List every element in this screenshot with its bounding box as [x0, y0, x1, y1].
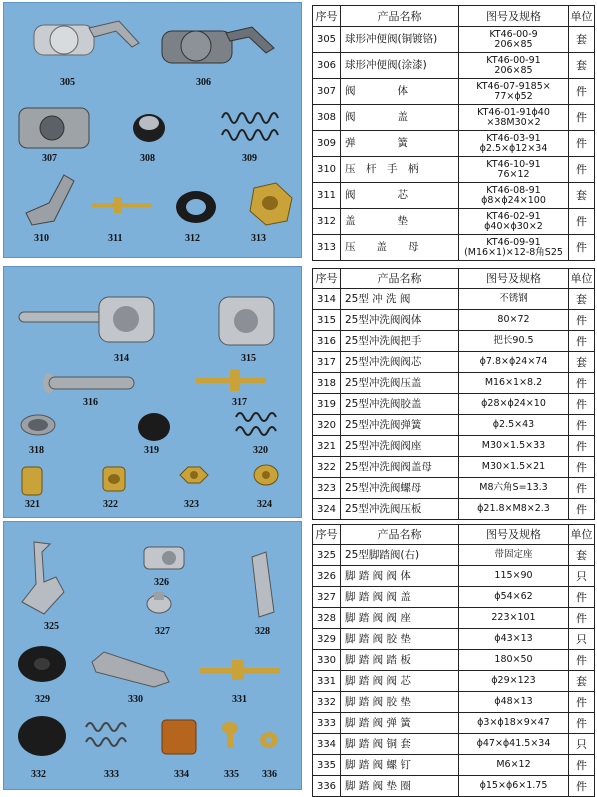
cell-spec: [459, 629, 569, 650]
cell-spec: [459, 209, 569, 235]
rubber-cap-319-image: [138, 413, 170, 441]
cell-index: 335: [313, 755, 341, 776]
header-unit: 单位: [569, 269, 595, 289]
parts-illustration-2: [4, 267, 301, 517]
parts-photo-3: [3, 521, 302, 790]
cell-name: 25型冲洗阀压盖: [341, 373, 459, 394]
spec-line-1: M30×1.5×33: [481, 440, 546, 451]
cell-name: 球形冲便阀(涂漆): [341, 53, 459, 79]
table-row: [313, 157, 595, 183]
cell-name: 25型脚踏阀(右): [341, 545, 459, 566]
cell-index: 319: [313, 394, 341, 415]
table-row: [313, 545, 595, 566]
spring-333-image: [86, 723, 126, 746]
spec-line-1: 115×90: [494, 570, 533, 581]
header-name: 产品名称: [341, 525, 459, 545]
cell-unit: 套: [569, 289, 595, 310]
cell-spec: [459, 79, 569, 105]
cell-name: 25型 冲 洗 阀: [341, 289, 459, 310]
table-row: [313, 352, 595, 373]
table-row: [313, 755, 595, 776]
part-number-label: 328: [255, 626, 270, 637]
cell-spec: [459, 27, 569, 53]
spec-line-1: 80×72: [497, 314, 530, 325]
table-row: [313, 27, 595, 53]
part-number-label: 305: [60, 77, 75, 88]
cell-name: 25型冲洗阀压板: [341, 499, 459, 520]
spec-line-1: 180×50: [494, 654, 533, 665]
flush-valve-314-image: [19, 297, 154, 342]
cell-index: 322: [313, 457, 341, 478]
spec-line-1: KT46-00-91: [486, 54, 541, 66]
cell-spec: [459, 734, 569, 755]
cell-index: 318: [313, 373, 341, 394]
cell-spec: [459, 545, 569, 566]
spring-309-image: [222, 113, 278, 140]
cell-spec: [459, 650, 569, 671]
catalog-section-3: [0, 520, 597, 793]
copper-sleeve-334-image: [162, 720, 196, 754]
cell-unit: 件: [569, 157, 595, 183]
spec-line-1: ϕ7.8×ϕ24×74: [479, 356, 548, 367]
cell-unit: 件: [569, 331, 595, 352]
table-row: [313, 183, 595, 209]
spec-line-1: KT46-00-9: [489, 28, 538, 40]
cell-spec: [459, 415, 569, 436]
table-row: [313, 671, 595, 692]
part-number-label: 333: [104, 769, 119, 780]
spec-line-1: M8六角S=13.3: [479, 482, 548, 493]
spec-line-2: ϕ2.5×ϕ12×34: [479, 142, 548, 154]
cell-name: 盖 垫: [341, 209, 459, 235]
press-plate-324-image: [254, 465, 278, 485]
spec-line-1: KT46-03-91: [486, 132, 541, 144]
cell-unit: 套: [569, 545, 595, 566]
part-number-label: 335: [224, 769, 239, 780]
cell-spec: [459, 436, 569, 457]
cell-unit: 只: [569, 734, 595, 755]
spec-line-2: ×38M30×2: [486, 116, 541, 128]
part-number-label: 334: [174, 769, 189, 780]
cell-spec: [459, 499, 569, 520]
cell-name: 脚 踏 阀 螺 钉: [341, 755, 459, 776]
catalog-section-2: [0, 262, 597, 520]
cell-spec: [459, 131, 569, 157]
cell-spec: [459, 457, 569, 478]
cap-nut-313-image: [250, 183, 292, 225]
cell-unit: 套: [569, 671, 595, 692]
cell-unit: 件: [569, 713, 595, 734]
cell-spec: [459, 713, 569, 734]
part-number-label: 327: [155, 626, 170, 637]
spec-line-1: ϕ3×ϕ18×9×47: [477, 717, 550, 728]
cell-unit: 件: [569, 650, 595, 671]
cell-index: 336: [313, 776, 341, 797]
cell-index: 311: [313, 183, 341, 209]
parts-table-1: [312, 5, 595, 261]
cell-name: 25型冲洗阀阀芯: [341, 352, 459, 373]
header-spec: 图号及规格: [459, 525, 569, 545]
cell-index: 309: [313, 131, 341, 157]
cell-name: 25型冲洗阀阀体: [341, 310, 459, 331]
header-unit: 单位: [569, 6, 595, 27]
spring-320-image: [236, 413, 276, 435]
spec-line-1: ϕ29×123: [491, 675, 536, 686]
handle-316-image: [43, 373, 134, 393]
cell-spec: [459, 692, 569, 713]
part-number-label: 316: [83, 397, 98, 408]
cell-spec: [459, 608, 569, 629]
spec-line-2: ϕ40×ϕ30×2: [484, 220, 543, 232]
table-row: [313, 53, 595, 79]
part-number-label: 325: [44, 621, 59, 632]
cell-spec: [459, 235, 569, 261]
valve-body-326-image: [144, 547, 184, 569]
table-row: [313, 692, 595, 713]
spec-line-1: ϕ48×13: [494, 696, 533, 707]
table-row: [313, 331, 595, 352]
header-unit: 单位: [569, 525, 595, 545]
cell-name: 脚 踏 阀 踏 板: [341, 650, 459, 671]
cell-unit: 件: [569, 755, 595, 776]
cell-index: 307: [313, 79, 341, 105]
cell-spec: [459, 331, 569, 352]
part-number-label: 308: [140, 153, 155, 164]
part-number-label: 323: [184, 499, 199, 510]
header-index: 序号: [313, 6, 341, 27]
cell-unit: 件: [569, 587, 595, 608]
cell-unit: 件: [569, 499, 595, 520]
cell-name: 脚 踏 阀 弹 簧: [341, 713, 459, 734]
header-name: 产品名称: [341, 6, 459, 27]
spec-line-1: KT46-07-9185×: [476, 80, 551, 92]
part-number-label: 332: [31, 769, 46, 780]
cell-index: 334: [313, 734, 341, 755]
cell-unit: 件: [569, 436, 595, 457]
valve-core-311-image: [92, 197, 152, 213]
cell-name: 阀 盖: [341, 105, 459, 131]
part-number-label: 322: [103, 499, 118, 510]
part-number-label: 312: [185, 233, 200, 244]
header-index: 序号: [313, 269, 341, 289]
cell-unit: 只: [569, 566, 595, 587]
foot-valve-325-image: [22, 542, 64, 614]
cell-name: 脚 踏 阀 阀 芯: [341, 671, 459, 692]
table-row: [313, 587, 595, 608]
part-number-label: 307: [42, 153, 57, 164]
valve-seat-321-image: [22, 467, 42, 495]
cell-name: 弹 簧: [341, 131, 459, 157]
cell-name: 压 杆 手 柄: [341, 157, 459, 183]
cell-name: 25型冲洗阀阀座: [341, 436, 459, 457]
table-row: [313, 436, 595, 457]
cell-unit: 件: [569, 692, 595, 713]
cell-spec: [459, 478, 569, 499]
cell-unit: 件: [569, 105, 595, 131]
parts-illustration-1: [4, 3, 301, 257]
cell-spec: [459, 53, 569, 79]
cell-name: 25型冲洗阀胶盖: [341, 394, 459, 415]
cell-index: 313: [313, 235, 341, 261]
spec-line-1: ϕ15×ϕ6×1.75: [479, 780, 548, 791]
cell-unit: 件: [569, 776, 595, 797]
table-row: [313, 310, 595, 331]
spec-line-1: ϕ2.5×43: [492, 419, 535, 430]
spec-line-2: 77×ϕ52: [494, 90, 533, 102]
screw-335-image: [222, 722, 238, 748]
cell-name: 脚 踏 阀 垫 圈: [341, 776, 459, 797]
table-row: [313, 499, 595, 520]
spec-line-1: ϕ47×ϕ41.5×34: [476, 738, 551, 749]
cell-index: 327: [313, 587, 341, 608]
part-number-label: 330: [128, 694, 143, 705]
part-number-label: 329: [35, 694, 50, 705]
cell-name: 25型冲洗阀阀盖母: [341, 457, 459, 478]
cell-index: 310: [313, 157, 341, 183]
parts-photo-1: [3, 2, 302, 258]
rubber-pad-332-image: [18, 716, 66, 756]
cell-spec: [459, 755, 569, 776]
header-name: 产品名称: [341, 269, 459, 289]
cell-unit: 件: [569, 131, 595, 157]
spec-line-2: (M16×1)×12-8角S25: [464, 246, 563, 258]
cell-spec: [459, 776, 569, 797]
cell-name: 脚 踏 阀 阀 座: [341, 608, 459, 629]
valve-core-331-image: [200, 660, 280, 680]
table-row: [313, 650, 595, 671]
table-row: [313, 415, 595, 436]
table-row: [313, 289, 595, 310]
table-header-row: [313, 525, 595, 545]
cell-index: 331: [313, 671, 341, 692]
cell-index: 325: [313, 545, 341, 566]
spec-line-1: KT46-01-91ϕ40: [477, 106, 550, 118]
cell-index: 330: [313, 650, 341, 671]
pedal-330-image: [92, 652, 169, 687]
part-number-label: 310: [34, 233, 49, 244]
cell-spec: [459, 373, 569, 394]
table-row: [313, 776, 595, 797]
spec-line-1: 223×101: [491, 612, 536, 623]
cell-spec: [459, 394, 569, 415]
part-number-label: 306: [196, 77, 211, 88]
spec-line-2: 76×12: [497, 168, 530, 180]
spec-line-1: M16×1×8.2: [484, 377, 543, 388]
cell-index: 305: [313, 27, 341, 53]
cell-index: 306: [313, 53, 341, 79]
cell-unit: 件: [569, 415, 595, 436]
gasket-312-image: [176, 191, 216, 223]
cell-name: 脚 踏 阀 阀 盖: [341, 587, 459, 608]
cap-nut-322-image: [103, 467, 125, 491]
spec-line-1: ϕ28×ϕ24×10: [481, 398, 546, 409]
table-row: [313, 713, 595, 734]
part-number-label: 311: [108, 233, 123, 244]
cell-index: 316: [313, 331, 341, 352]
catalog-section-1: [0, 0, 597, 262]
cell-unit: 件: [569, 235, 595, 261]
spec-line-1: KT46-09-91: [486, 236, 541, 248]
spec-line-1: ϕ54×62: [494, 591, 533, 602]
rubber-pad-329-image: [18, 646, 66, 682]
cell-name: 25型冲洗阀螺母: [341, 478, 459, 499]
valve-seat-328-image: [252, 552, 274, 617]
table-row: [313, 478, 595, 499]
table-header-row: [313, 269, 595, 289]
cell-spec: [459, 352, 569, 373]
cell-name: 压 盖 母: [341, 235, 459, 261]
spec-line-1: KT46-02-91: [486, 210, 541, 222]
cell-index: 329: [313, 629, 341, 650]
part-number-label: 321: [25, 499, 40, 510]
cell-index: 308: [313, 105, 341, 131]
table-row: [313, 608, 595, 629]
cell-index: 321: [313, 436, 341, 457]
cell-unit: 件: [569, 457, 595, 478]
part-number-label: 309: [242, 153, 257, 164]
parts-table-3: [312, 524, 595, 797]
cell-name: 脚 踏 阀 阀 体: [341, 566, 459, 587]
part-number-label: 313: [251, 233, 266, 244]
cell-name: 阀 体: [341, 79, 459, 105]
cell-name: 脚 踏 阀 铜 套: [341, 734, 459, 755]
valve-306-image: [162, 27, 274, 63]
lever-handle-310-image: [26, 175, 74, 225]
spec-line-1: ϕ21.8×M8×2.3: [477, 503, 550, 514]
table-row: [313, 734, 595, 755]
part-number-label: 314: [114, 353, 129, 364]
spec-line-1: M6×12: [496, 759, 531, 770]
cell-unit: 件: [569, 209, 595, 235]
cell-spec: [459, 289, 569, 310]
spec-line-1: KT46-08-91: [486, 184, 541, 196]
valve-cap-308-image: [133, 114, 165, 142]
table-row: [313, 209, 595, 235]
cell-spec: [459, 183, 569, 209]
valve-305-image: [34, 21, 139, 55]
spec-line-2: 206×85: [494, 38, 533, 50]
cell-index: 320: [313, 415, 341, 436]
spec-line-1: M30×1.5×21: [481, 461, 546, 472]
cell-name: 球形冲便阀(铜镀铬): [341, 27, 459, 53]
cell-index: 326: [313, 566, 341, 587]
cell-index: 333: [313, 713, 341, 734]
gland-318-image: [21, 415, 55, 435]
spec-line-2: ϕ8×ϕ24×100: [481, 194, 546, 206]
cell-unit: 件: [569, 310, 595, 331]
part-number-label: 317: [232, 397, 247, 408]
parts-illustration-3: [4, 522, 301, 789]
part-number-label: 318: [29, 445, 44, 456]
table-row: [313, 79, 595, 105]
cell-unit: 件: [569, 394, 595, 415]
valve-body-315-image: [219, 297, 274, 345]
part-number-label: 320: [253, 445, 268, 456]
nut-323-image: [180, 467, 208, 483]
cell-index: 315: [313, 310, 341, 331]
part-number-label: 331: [232, 694, 247, 705]
cell-unit: 套: [569, 27, 595, 53]
cell-unit: 件: [569, 373, 595, 394]
header-spec: 图号及规格: [459, 6, 569, 27]
table-row: [313, 566, 595, 587]
part-number-label: 326: [154, 577, 169, 588]
cell-name: 脚 踏 阀 胶 垫: [341, 629, 459, 650]
part-number-label: 319: [144, 445, 159, 456]
parts-photo-2: [3, 266, 302, 518]
spec-line-1: KT46-10-91: [486, 158, 541, 170]
cell-spec: [459, 587, 569, 608]
spec-line-1: 把长90.5: [493, 335, 534, 346]
cell-name: 25型冲洗阀把手: [341, 331, 459, 352]
spec-line-2: 206×85: [494, 64, 533, 76]
table-row: [313, 629, 595, 650]
table-header-row: [313, 6, 595, 27]
cell-spec: [459, 566, 569, 587]
cell-name: 阀 芯: [341, 183, 459, 209]
washer-336-image: [260, 732, 278, 748]
part-number-label: 315: [241, 353, 256, 364]
spec-line-1: 不锈钢: [499, 293, 528, 304]
spec-line-1: ϕ43×13: [494, 633, 533, 644]
cell-index: 317: [313, 352, 341, 373]
cell-unit: 件: [569, 478, 595, 499]
cell-spec: [459, 105, 569, 131]
valve-body-307-image: [19, 108, 89, 148]
table-row: [313, 457, 595, 478]
valve-cap-327-image: [147, 592, 171, 613]
header-spec: 图号及规格: [459, 269, 569, 289]
part-number-label: 336: [262, 769, 277, 780]
table-row: [313, 373, 595, 394]
cell-index: 324: [313, 499, 341, 520]
cell-name: 脚 踏 阀 胶 垫: [341, 692, 459, 713]
cell-index: 323: [313, 478, 341, 499]
parts-table-2: [312, 268, 595, 520]
cell-index: 328: [313, 608, 341, 629]
table-row: [313, 105, 595, 131]
part-number-label: 324: [257, 499, 272, 510]
table-row: [313, 131, 595, 157]
cell-name: 25型冲洗阀弹簧: [341, 415, 459, 436]
cell-unit: 套: [569, 183, 595, 209]
cell-unit: 只: [569, 629, 595, 650]
cell-unit: 件: [569, 608, 595, 629]
cell-index: 314: [313, 289, 341, 310]
cell-unit: 套: [569, 352, 595, 373]
cell-unit: 套: [569, 53, 595, 79]
valve-core-317-image: [196, 369, 266, 391]
header-index: 序号: [313, 525, 341, 545]
cell-index: 312: [313, 209, 341, 235]
cell-spec: [459, 310, 569, 331]
cell-spec: [459, 671, 569, 692]
table-row: [313, 394, 595, 415]
cell-spec: [459, 157, 569, 183]
spec-line-1: 带固定座: [494, 549, 533, 560]
cell-index: 332: [313, 692, 341, 713]
table-row: [313, 235, 595, 261]
cell-unit: 件: [569, 79, 595, 105]
